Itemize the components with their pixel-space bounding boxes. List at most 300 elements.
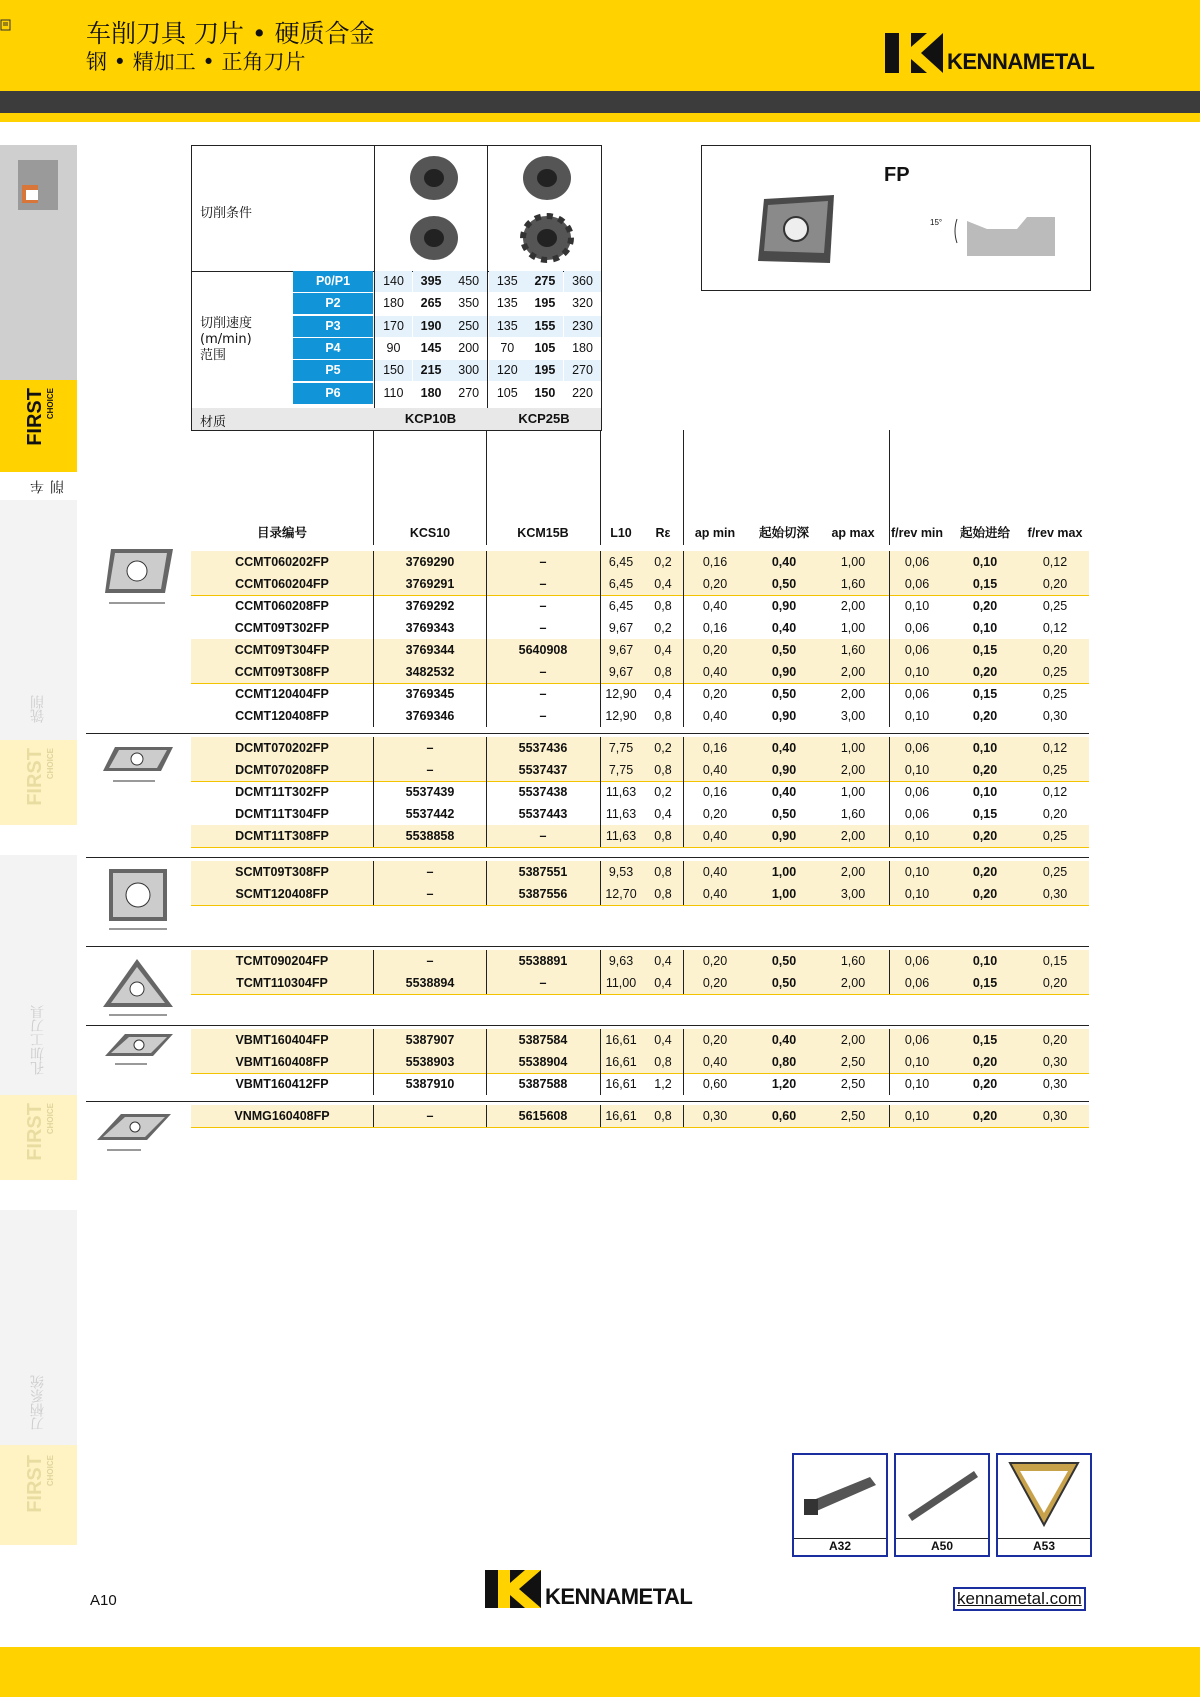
cell-value: 0,4: [654, 1033, 672, 1047]
brand-name: KENNAMETAL: [545, 1584, 693, 1609]
cell-value: 0,06: [904, 785, 930, 799]
column-divider: [373, 551, 374, 727]
kennametal-k-icon: [485, 1570, 541, 1608]
column-header: 起始切深: [758, 526, 809, 540]
table-row[interactable]: [191, 950, 1089, 972]
ref-a53[interactable]: [996, 1453, 1092, 1557]
cell-value: 5538858: [405, 829, 455, 843]
cell-value: 2,50: [840, 1055, 866, 1069]
row-border: [191, 994, 1089, 995]
cell-value: 0,40: [702, 763, 728, 777]
column-divider: [683, 861, 684, 905]
table-row[interactable]: [191, 1105, 1089, 1127]
cell-value: 11,63: [605, 807, 637, 821]
cell-value: 1,60: [840, 954, 866, 968]
speed-value: 180: [375, 293, 412, 314]
speed-value: 195: [526, 293, 563, 314]
header-yellow-stripe: [0, 113, 1200, 122]
cell-value: 0,20: [702, 976, 728, 990]
column-divider: [486, 950, 487, 994]
cell-value: 2,00: [840, 865, 866, 879]
cell-value: 0,20: [702, 643, 728, 657]
column-divider: [600, 737, 601, 847]
sidebar-tab-toolholding[interactable]: [0, 1210, 77, 1445]
triangle-insert-icon: [1006, 1459, 1082, 1529]
cell-value: 11,00: [605, 976, 637, 990]
first-label: FIRST: [24, 388, 46, 446]
material-group: P6: [293, 383, 373, 404]
cell-value: 0,20: [702, 687, 728, 701]
cell-value: 5387910: [405, 1077, 455, 1091]
page-title: 车削刀具 刀片 • 硬质合金: [86, 19, 375, 48]
column-divider: [373, 950, 374, 994]
table-row[interactable]: [191, 759, 1089, 781]
grade-kcp10b: KCP10B: [404, 411, 457, 426]
column-divider: [373, 861, 374, 905]
cell-value: 16,61: [605, 1077, 637, 1091]
cell-value: 3769290: [405, 555, 455, 569]
column-divider: [889, 737, 890, 847]
cell-value: 0,25: [1042, 763, 1068, 777]
catalog-number: SCMT09T308FP: [235, 865, 329, 879]
speed-value: 110: [375, 383, 412, 404]
workpiece-interrupted-icon: [517, 152, 577, 268]
sidebar-label: 孔加工刀具: [30, 1005, 46, 1075]
cell-value: 0,15: [972, 807, 998, 821]
cell-value: 5537439: [405, 785, 455, 799]
cell-value: 11,63: [605, 785, 637, 799]
column-divider: [486, 1105, 487, 1127]
table-row[interactable]: [191, 705, 1089, 727]
cell-value: 0,40: [702, 709, 728, 723]
catalog-number: DCMT11T308FP: [235, 829, 329, 843]
speed-value: 170: [375, 316, 412, 337]
catalog-number: CCMT09T304FP: [234, 643, 330, 657]
cell-value: 0,15: [972, 643, 998, 657]
table-row[interactable]: [191, 551, 1089, 573]
speed-value: 150: [375, 360, 412, 381]
cell-value: 2,00: [840, 763, 866, 777]
first-label: FIRST: [24, 748, 46, 806]
column-divider: [373, 737, 374, 847]
speed-row: [293, 271, 600, 293]
speed-value: 105: [489, 383, 526, 404]
table-row[interactable]: [191, 825, 1089, 847]
insert-table: [191, 525, 1089, 1125]
cell-value: 0,50: [771, 976, 797, 990]
workpiece-continuous-icon: [404, 152, 464, 268]
cell-value: 0,30: [1042, 1077, 1068, 1091]
column-divider: [486, 551, 487, 727]
catalog-number: CCMT060204FP: [235, 577, 329, 591]
column-header: KCM15B: [517, 526, 569, 540]
cell-value: 1,00: [771, 887, 797, 901]
group-divider: [86, 946, 1089, 947]
column-divider: [373, 1029, 374, 1095]
cell-value: 0,10: [904, 1055, 930, 1069]
cell-value: 0,12: [1042, 741, 1068, 755]
cell-value: 0,20: [972, 1055, 998, 1069]
cell-value: 0,06: [904, 687, 930, 701]
cell-value: 0,10: [904, 887, 930, 901]
speed-value: 135: [489, 271, 526, 292]
cell-value: 1,00: [840, 621, 866, 635]
cell-value: 0,10: [904, 1077, 930, 1091]
column-divider: [889, 861, 890, 905]
column-divider: [889, 551, 890, 727]
cell-value: –: [539, 621, 547, 635]
cell-value: 2,00: [840, 976, 866, 990]
choice-label: CHOICE: [46, 388, 55, 420]
dcmt-insert-icon: [95, 743, 180, 788]
cell-value: 5538903: [405, 1055, 455, 1069]
cell-value: 0,12: [1042, 621, 1068, 635]
speed-value: 105: [526, 338, 563, 359]
cell-value: 9,67: [608, 665, 634, 679]
speed-value: 450: [450, 271, 487, 292]
material-group: P4: [293, 338, 373, 359]
speed-value: 320: [564, 293, 601, 314]
cell-value: 0,16: [702, 785, 728, 799]
cell-value: 0,40: [771, 555, 797, 569]
cell-value: 0,15: [972, 577, 998, 591]
cell-value: 16,61: [605, 1109, 637, 1123]
first-choice-badge: [0, 1095, 77, 1180]
boring-bar-icon: [800, 1463, 880, 1523]
cell-value: 0,2: [654, 621, 672, 635]
cell-value: 5387584: [518, 1033, 568, 1047]
cell-value: 0,15: [972, 1033, 998, 1047]
cutting-speed-label: 切削速度 (m/min) 范围: [200, 316, 253, 363]
speed-value: 360: [564, 271, 601, 292]
cell-value: 0,15: [972, 976, 998, 990]
cell-value: 3,00: [840, 709, 866, 723]
column-divider: [683, 1029, 684, 1095]
tcmt-insert-icon: [95, 955, 180, 1020]
cell-value: 0,20: [972, 709, 998, 723]
column-header: f/rev max: [1027, 526, 1083, 540]
catalog-number: DCMT11T304FP: [235, 807, 329, 821]
ref-label: A50: [896, 1538, 988, 1553]
column-divider: [600, 551, 601, 727]
cell-value: 0,20: [972, 763, 998, 777]
cell-value: 0,20: [972, 887, 998, 901]
catalog-number: CCMT120404FP: [235, 687, 329, 701]
table-row[interactable]: [191, 683, 1089, 705]
chipbreaker-profile-icon: [927, 201, 1067, 261]
cell-value: 0,40: [771, 741, 797, 755]
cell-value: 9,67: [608, 621, 634, 635]
cell-value: 0,10: [972, 785, 998, 799]
cell-value: 0,20: [1042, 643, 1068, 657]
speed-value: 135: [489, 293, 526, 314]
speed-value: 180: [564, 338, 601, 359]
column-divider: [373, 430, 374, 545]
cell-value: 5615608: [518, 1109, 568, 1123]
cell-value: 0,15: [1042, 954, 1068, 968]
column-divider: [683, 737, 684, 847]
ref-label: A53: [998, 1538, 1090, 1553]
catalog-number: VNMG160408FP: [234, 1109, 330, 1123]
column-header: 目录编号: [256, 526, 307, 540]
column-divider: [683, 430, 684, 545]
table-row[interactable]: [191, 1073, 1089, 1095]
catalog-number: CCMT120408FP: [235, 709, 329, 723]
cell-value: 5537436: [518, 741, 568, 755]
rake-angle: 15°: [930, 218, 943, 227]
cell-value: 0,80: [771, 1055, 797, 1069]
cell-value: –: [426, 954, 434, 968]
cell-value: 0,8: [654, 1055, 672, 1069]
cell-value: 0,20: [972, 865, 998, 879]
header-dark-bar: [0, 91, 1200, 113]
cell-value: 5538904: [518, 1055, 568, 1069]
cell-value: 0,30: [1042, 1109, 1068, 1123]
cell-value: 0,40: [771, 1033, 797, 1047]
table-row[interactable]: [191, 781, 1089, 803]
table-row[interactable]: [191, 972, 1089, 994]
column-divider: [600, 1105, 601, 1127]
column-header: f/rev min: [890, 526, 944, 540]
cell-value: 0,10: [904, 709, 930, 723]
speed-value: 395: [413, 271, 450, 292]
catalog-number: CCMT060208FP: [235, 599, 329, 613]
cell-value: 0,50: [771, 577, 797, 591]
cell-value: 12,70: [605, 887, 637, 901]
table-row[interactable]: [191, 883, 1089, 905]
table-row[interactable]: [191, 1051, 1089, 1073]
row-border: [191, 847, 1089, 848]
column-divider: [486, 1029, 487, 1095]
sidebar-label: 刀柄系统: [30, 1375, 46, 1431]
cell-value: 0,06: [904, 643, 930, 657]
cell-value: 0,8: [654, 709, 672, 723]
cell-value: 0,2: [654, 555, 672, 569]
speed-value: 270: [564, 360, 601, 381]
table-row[interactable]: [191, 617, 1089, 639]
catalog-number: DCMT070208FP: [235, 763, 329, 777]
cell-value: 0,10: [904, 763, 930, 777]
cell-value: 1,60: [840, 577, 866, 591]
cell-value: –: [539, 709, 547, 723]
table-row[interactable]: [191, 737, 1089, 759]
material-group: P5: [293, 360, 373, 381]
cell-value: 0,12: [1042, 555, 1068, 569]
material-label: 材质: [200, 415, 227, 430]
speed-value: 265: [413, 293, 450, 314]
cell-value: –: [539, 599, 547, 613]
cell-value: 0,8: [654, 665, 672, 679]
cell-value: 5537438: [518, 785, 568, 799]
cell-value: 0,20: [702, 1033, 728, 1047]
cell-value: 0,25: [1042, 665, 1068, 679]
first-choice-badge: [0, 1445, 77, 1545]
cell-value: 0,10: [904, 1109, 930, 1123]
cell-value: 0,06: [904, 621, 930, 635]
cell-value: 1,60: [840, 643, 866, 657]
catalog-number: CCMT09T308FP: [234, 665, 330, 679]
speed-value: 215: [413, 360, 450, 381]
cell-value: 0,30: [1042, 1055, 1068, 1069]
catalog-number: DCMT11T302FP: [235, 785, 329, 799]
cell-value: –: [426, 887, 434, 901]
speed-value: 155: [526, 316, 563, 337]
cell-value: 3769345: [405, 687, 455, 701]
cell-value: 0,10: [904, 865, 930, 879]
first-choice-badge: [0, 740, 77, 825]
cell-value: 0,8: [654, 865, 672, 879]
cell-value: 0,25: [1042, 865, 1068, 879]
cell-value: 0,4: [654, 807, 672, 821]
cell-value: –: [539, 577, 547, 591]
table-row[interactable]: [191, 595, 1089, 617]
website-link[interactable]: kennametal.com: [953, 1587, 1086, 1611]
cell-value: 0,30: [1042, 887, 1068, 901]
cell-value: 3482532: [405, 665, 455, 679]
cell-value: –: [426, 763, 434, 777]
cell-value: 0,20: [972, 599, 998, 613]
cell-value: 0,10: [972, 621, 998, 635]
cell-value: 0,60: [702, 1077, 728, 1091]
column-divider: [683, 551, 684, 727]
cell-value: 0,90: [771, 763, 797, 777]
bar-icon: [902, 1463, 982, 1523]
cell-value: 0,50: [771, 954, 797, 968]
cell-value: 0,90: [771, 829, 797, 843]
speed-value: 190: [413, 316, 450, 337]
table-row[interactable]: [191, 573, 1089, 595]
cell-value: –: [539, 687, 547, 701]
first-label: FIRST: [24, 1455, 46, 1513]
column-header: ap min: [694, 526, 736, 540]
column-divider: [373, 1105, 374, 1127]
ref-a32[interactable]: [792, 1453, 888, 1557]
speed-value: 350: [450, 293, 487, 314]
cell-value: 0,4: [654, 577, 672, 591]
sidebar-tab-milling[interactable]: [0, 500, 77, 740]
cell-value: –: [426, 1109, 434, 1123]
speed-value: 195: [526, 360, 563, 381]
speed-value: 140: [375, 271, 412, 292]
cell-value: 0,25: [1042, 829, 1068, 843]
column-header: KCS10: [409, 526, 451, 540]
ref-a50[interactable]: [894, 1453, 990, 1557]
cell-value: 0,20: [972, 1077, 998, 1091]
ccmt-insert-icon: [95, 545, 180, 610]
speed-value: 230: [564, 316, 601, 337]
speed-value: 180: [413, 383, 450, 404]
cell-value: 1,00: [771, 865, 797, 879]
cell-value: –: [539, 555, 547, 569]
sidebar-label: 铣削: [30, 695, 46, 723]
cell-value: 2,00: [840, 687, 866, 701]
speed-value: 220: [564, 383, 601, 404]
cell-value: 0,16: [702, 555, 728, 569]
catalog-number: SCMT120408FP: [235, 887, 329, 901]
cell-value: 5387907: [405, 1033, 455, 1047]
cell-value: 0,40: [702, 887, 728, 901]
note-icon[interactable]: [0, 18, 12, 30]
cell-value: 0,4: [654, 976, 672, 990]
cell-value: –: [539, 665, 547, 679]
cell-value: 16,61: [605, 1055, 637, 1069]
cell-value: 3,00: [840, 887, 866, 901]
cell-value: 0,8: [654, 829, 672, 843]
cell-value: 16,61: [605, 1033, 637, 1047]
material-group: P0/P1: [293, 271, 373, 292]
column-divider: [600, 950, 601, 994]
column-divider: [889, 1105, 890, 1127]
speed-value: 150: [526, 383, 563, 404]
cell-value: 2,00: [840, 599, 866, 613]
cell-value: 0,2: [654, 785, 672, 799]
table-row[interactable]: [191, 1029, 1089, 1051]
cell-value: 0,20: [1042, 1033, 1068, 1047]
brand-name: KENNAMETAL: [947, 49, 1095, 74]
cell-value: 0,16: [702, 741, 728, 755]
speed-value: 275: [526, 271, 563, 292]
column-divider: [683, 1105, 684, 1127]
cell-value: 0,40: [702, 829, 728, 843]
cell-value: 0,10: [972, 741, 998, 755]
cell-value: 12,90: [605, 709, 637, 723]
cell-value: 6,45: [608, 577, 634, 591]
speed-row: [293, 383, 600, 405]
table-row[interactable]: [191, 661, 1089, 683]
cell-value: 0,20: [1042, 807, 1068, 821]
cell-value: 5387588: [518, 1077, 568, 1091]
cell-value: 9,53: [608, 865, 634, 879]
cell-value: 0,10: [904, 829, 930, 843]
table-row[interactable]: [191, 861, 1089, 883]
material-group: P3: [293, 316, 373, 337]
cell-value: 0,8: [654, 1109, 672, 1123]
cell-value: 0,40: [702, 665, 728, 679]
cell-value: 0,06: [904, 954, 930, 968]
table-row[interactable]: [191, 803, 1089, 825]
cell-value: 0,50: [771, 807, 797, 821]
cell-value: 0,40: [702, 1055, 728, 1069]
cell-value: 0,40: [771, 621, 797, 635]
cell-value: 2,00: [840, 829, 866, 843]
cell-value: 0,06: [904, 1033, 930, 1047]
cell-value: –: [426, 741, 434, 755]
catalog-number: VBMT160404FP: [235, 1033, 329, 1047]
group-divider: [86, 857, 1089, 858]
speed-value: 145: [413, 338, 450, 359]
turning-tool-icon: [8, 155, 68, 230]
speed-value: 70: [489, 338, 526, 359]
cell-value: 0,90: [771, 709, 797, 723]
cell-value: 5537442: [405, 807, 455, 821]
column-header: Rε: [655, 526, 671, 540]
vbmt-insert-icon: [95, 1030, 180, 1070]
cell-value: 0,2: [654, 741, 672, 755]
insert-image: [752, 191, 842, 271]
sidebar-tab-holemaking[interactable]: [0, 855, 77, 1095]
table-row[interactable]: [191, 639, 1089, 661]
material-group: P2: [293, 293, 373, 314]
cell-value: 0,40: [771, 785, 797, 799]
cell-value: 1,00: [840, 741, 866, 755]
column-divider: [889, 430, 890, 545]
group-divider: [86, 1101, 1089, 1102]
cell-value: 11,63: [605, 829, 637, 843]
cell-value: 0,20: [972, 1109, 998, 1123]
cell-value: 0,25: [1042, 687, 1068, 701]
first-label: FIRST: [24, 1103, 46, 1161]
cell-value: 0,16: [702, 621, 728, 635]
